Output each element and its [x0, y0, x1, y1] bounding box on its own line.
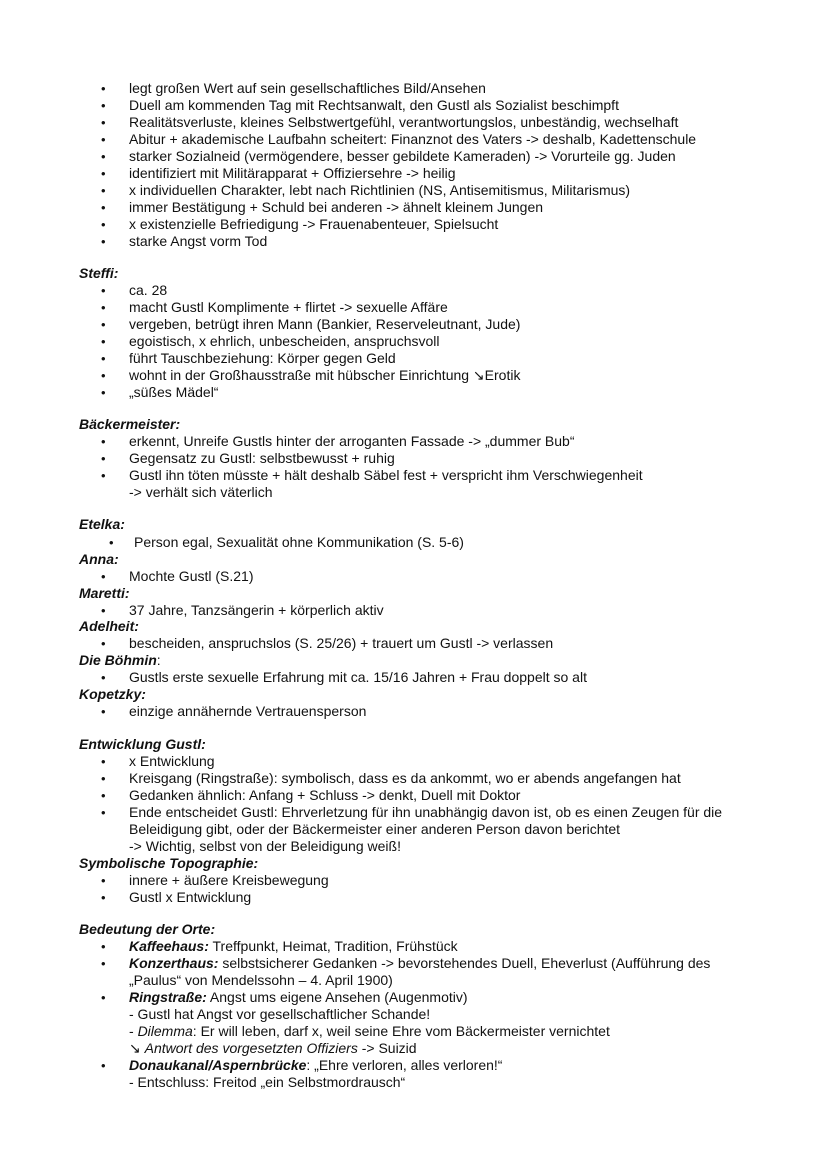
place-text: Treffpunkt, Heimat, Tradition, Frühstück	[208, 938, 458, 954]
list-item: x existenzielle Befriedigung -> Frauenabenteuer, Spielsucht	[129, 216, 499, 232]
place-text: Angst ums eigene Ansehen (Augenmotiv)	[206, 989, 468, 1005]
bullet: •	[101, 805, 106, 820]
bullet: •	[101, 636, 106, 651]
bullet: •	[101, 300, 106, 315]
bullet: •	[101, 603, 106, 618]
dilemma-term: Dilemma	[137, 1023, 193, 1039]
list-item: Gustls erste sexuelle Erfahrung mit ca. 15/16 Jahren + Frau doppelt so alt	[129, 669, 587, 685]
bullet: •	[101, 217, 106, 232]
section-heading-etelka: Etelka:	[79, 516, 125, 532]
list-item: macht Gustl Komplimente + flirtet -> sexuelle Affäre	[129, 299, 448, 315]
section-heading-kopetzky: Kopetzky:	[79, 686, 146, 702]
place-label: Donaukanal/Aspernbrücke	[129, 1057, 307, 1073]
list-item: bescheiden, anspruchslos (S. 25/26) + trauert um Gustl -> verlassen	[129, 635, 554, 651]
bullet: •	[101, 569, 106, 584]
place-label: Ringstraße:	[129, 989, 207, 1005]
section-heading-topographie: Symbolische Topographie:	[79, 855, 259, 871]
bullet: •	[101, 754, 106, 769]
place-label: Konzerthaus:	[129, 955, 219, 971]
bullet: •	[101, 98, 106, 113]
bullet: •	[101, 890, 106, 905]
dilemma-text: : Er will leben, darf x, weil seine Ehre vom Bäckermeister vernichtet	[192, 1023, 610, 1039]
list-item-continuation: „Paulus“ von Mendelssohn – 4. April 1900)	[129, 972, 393, 988]
list-item: ca. 28	[129, 282, 168, 298]
section-heading-orte: Bedeutung der Orte:	[79, 921, 216, 937]
bullet: •	[101, 334, 106, 349]
bullet: •	[101, 451, 106, 466]
list-item: x individuellen Charakter, lebt nach Richtlinien (NS, Antisemitismus, Militarismus)	[129, 182, 631, 198]
list-item: führt Tauschbeziehung: Körper gegen Geld	[129, 350, 396, 366]
list-item: starker Sozialneid (vermögendere, besser gebildete Kameraden) -> Vorurteile gg. Juden	[129, 148, 676, 164]
section-heading-steffi: Steffi:	[79, 265, 119, 281]
section-heading-baeckermeister: Bäckermeister:	[79, 416, 181, 432]
list-item: wohnt in der Großhausstraße mit hübscher Einrichtung ↘Erotik	[129, 367, 521, 383]
bullet: •	[101, 115, 106, 130]
place-text: : „Ehre verloren, alles verloren!“	[306, 1057, 503, 1073]
arrow-down-right-icon: ↘	[129, 1040, 145, 1056]
bullet: •	[101, 956, 106, 971]
list-item-continuation: - Gustl hat Angst vor gesellschaftlicher Schande!	[129, 1006, 431, 1022]
list-item-continuation	[129, 1040, 417, 1057]
section-heading-entwicklung: Entwicklung Gustl:	[79, 736, 206, 752]
list-item: 37 Jahre, Tanzsängerin + körperlich aktiv	[129, 602, 384, 618]
list-item-continuation: -> Wichtig, selbst von der Beleidigung weiß!	[129, 838, 401, 854]
list-item: legt großen Wert auf sein gesellschaftliches Bild/Ansehen	[129, 80, 486, 96]
list-item-ringstrasse	[129, 989, 468, 1006]
bullet: •	[101, 368, 106, 383]
list-item-donaukanal	[129, 1057, 502, 1074]
bullet: •	[101, 234, 106, 249]
bullet: •	[101, 317, 106, 332]
bullet: •	[101, 283, 106, 298]
bullet: •	[101, 704, 106, 719]
list-item: x Entwicklung	[129, 753, 215, 769]
bullet: •	[101, 149, 106, 164]
list-item: starke Angst vorm Tod	[129, 233, 268, 249]
answer-text: -> Suizid	[357, 1040, 417, 1056]
section-heading-anna: Anna:	[79, 551, 119, 567]
bullet: •	[101, 434, 106, 449]
list-item: egoistisch, x ehrlich, unbescheiden, anspruchsvoll	[129, 333, 440, 349]
bullet: •	[101, 1058, 106, 1073]
place-label: Kaffeehaus:	[129, 938, 209, 954]
list-item: Person egal, Sexualität ohne Kommunikation (S. 5-6)	[134, 534, 464, 550]
boehmin-heading-text: Die Böhmin	[79, 652, 157, 668]
list-item: Realitätsverluste, kleines Selbstwertgefühl, verantwortungslos, unbeständig, wechselhaft	[129, 114, 679, 130]
list-item: Kreisgang (Ringstraße): symbolisch, dass es da ankommt, wo er abends angefangen hat	[129, 770, 681, 786]
bullet: •	[109, 535, 114, 550]
list-item: Gegensatz zu Gustl: selbstbewusst + ruhig	[129, 450, 395, 466]
list-item: Duell am kommenden Tag mit Rechtsanwalt, den Gustl als Sozialist beschimpft	[129, 97, 619, 113]
list-item: Ende entscheidet Gustl: Ehrverletzung für ihn unabhängig davon ist, ob es einen Zeugen für die	[129, 804, 723, 820]
bullet: •	[101, 81, 106, 96]
list-item: vergeben, betrügt ihren Mann (Bankier, Reserveleutnant, Jude)	[129, 316, 521, 332]
list-item: „süßes Mädel“	[129, 384, 219, 400]
section-heading-boehmin	[79, 652, 161, 669]
list-item: Gustl x Entwicklung	[129, 889, 252, 905]
list-item: Gustl ihn töten müsste + hält deshalb Säbel fest + verspricht ihm Verschwiegenheit	[129, 467, 643, 483]
bullet: •	[101, 183, 106, 198]
bullet: •	[101, 132, 106, 147]
bullet: •	[101, 385, 106, 400]
bullet: •	[101, 771, 106, 786]
bullet: •	[101, 670, 106, 685]
bullet: •	[101, 990, 106, 1005]
answer-term: Antwort des vorgesetzten Offiziers	[144, 1040, 358, 1056]
list-item-konzerthaus	[129, 955, 710, 972]
section-heading-adelheit: Adelheit:	[79, 618, 139, 634]
list-item-continuation: Beleidigung gibt, oder der Bäckermeister einer anderen Person davon berichtet	[129, 821, 621, 837]
list-item-kaffeehaus	[129, 938, 458, 955]
bullet: •	[101, 468, 106, 483]
list-item: innere + äußere Kreisbewegung	[129, 872, 329, 888]
dash-prefix: -	[129, 1023, 138, 1039]
bullet: •	[101, 166, 106, 181]
list-item: Mochte Gustl (S.21)	[129, 568, 254, 584]
boehmin-heading-colon: :	[156, 652, 161, 668]
list-item: erkennt, Unreife Gustls hinter der arroganten Fassade -> „dummer Bub“	[129, 433, 575, 449]
bullet: •	[101, 200, 106, 215]
list-item: Gedanken ähnlich: Anfang + Schluss -> denkt, Duell mit Doktor	[129, 787, 521, 803]
bullet: •	[101, 788, 106, 803]
list-item: einzige annähernde Vertrauensperson	[129, 703, 367, 719]
bullet: •	[101, 939, 106, 954]
place-text: selbstsicherer Gedanken -> bevorstehendes Duell, Eheverlust (Aufführung des	[218, 955, 711, 971]
bullet: •	[101, 873, 106, 888]
list-item: identifiziert mit Militärapparat + Offiziersehre -> heilig	[129, 165, 456, 181]
list-item: Abitur + akademische Laufbahn scheitert: Finanznot des Vaters -> deshalb, Kadettenschule	[129, 131, 697, 147]
list-item-continuation: -> verhält sich väterlich	[129, 484, 273, 500]
list-item: immer Bestätigung + Schuld bei anderen -> ähnelt kleinem Jungen	[129, 199, 544, 215]
section-heading-maretti: Maretti:	[79, 585, 130, 601]
list-item-continuation	[129, 1023, 610, 1040]
list-item-continuation: - Entschluss: Freitod „ein Selbstmordrausch“	[129, 1074, 406, 1090]
bullet: •	[101, 351, 106, 366]
